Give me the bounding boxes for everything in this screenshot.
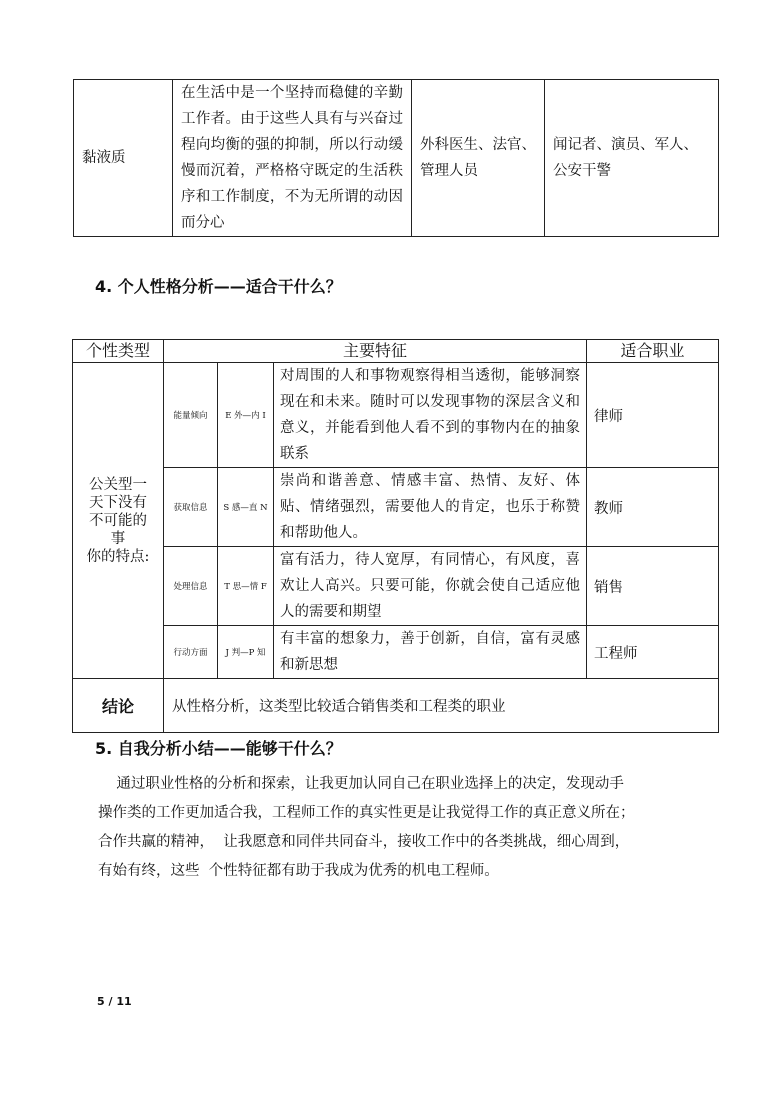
summary-line: 合作共赢的精神， 让我愿意和同伴共同奋斗，接收工作中的各类挑战，细心周到， — [98, 834, 630, 850]
dimension-code: J 判—P 知 — [218, 626, 274, 679]
dimension-label: 能量倾向 — [164, 363, 218, 468]
feature-text: 崇尚和谐善意、情感丰富、热情、友好、体贴、情绪强烈，需要他人的肯定，也乐于称赞和帮助他人。 — [274, 468, 587, 547]
unsuitable-jobs: 闻记者、演员、军人、公安干警 — [545, 80, 719, 237]
summary-line: 通过职业性格的分析和探索，让我更加认同自己在职业选择上的决定，发现动手 — [98, 776, 624, 792]
feature-text: 富有活力，待人宽厚，有同情心，有风度，喜欢让人高兴。只要可能，你就会使自己适应他人的需要和期望 — [274, 547, 587, 626]
section4-heading: 4. 个人性格分析——适合干什么？ — [95, 277, 342, 296]
type-line: 事 — [110, 530, 126, 547]
suitable-jobs: 外科医生、法官、管理人员 — [412, 80, 545, 237]
job-text: 律师 — [587, 363, 719, 468]
table-row — [73, 468, 719, 547]
personality-table — [72, 339, 719, 733]
type-line: 不可能的 — [89, 512, 147, 529]
dimension-code: S 感—直 N — [218, 468, 274, 547]
table-row — [73, 547, 719, 626]
conclusion-label: 结论 — [73, 679, 164, 733]
table-row — [73, 626, 719, 679]
temperament-type: 黏液质 — [74, 80, 173, 237]
header-features: 主要特征 — [164, 340, 587, 363]
table-row — [74, 80, 719, 237]
page-number: 5 / 11 — [97, 995, 132, 1008]
dimension-label: 处理信息 — [164, 547, 218, 626]
feature-text: 对周围的人和事物观察得相当透彻，能够洞察现在和未来。随时可以发现事物的深层含义和意义，并能看到他人看不到的事物内在的抽象联系 — [274, 363, 587, 468]
conclusion-text: 从性格分析，这类型比较适合销售类和工程类的职业 — [164, 679, 719, 733]
job-text: 教师 — [587, 468, 719, 547]
header-jobs: 适合职业 — [587, 340, 719, 363]
section5-heading: 5. 自我分析小结——能够干什么？ — [95, 739, 342, 758]
summary-paragraph — [98, 770, 698, 886]
dimension-code: E 外—内 I — [218, 363, 274, 468]
temperament-table — [73, 79, 719, 237]
dimension-label: 行动方面 — [164, 626, 218, 679]
header-type: 个性类型 — [73, 340, 164, 363]
summary-line: 有始有终，这些 个性特征都有助于我成为优秀的机电工程师。 — [98, 863, 499, 879]
type-line: 天下没有 — [89, 494, 147, 511]
type-line: 你的特点: — [86, 548, 150, 565]
type-line: 公关型一 — [89, 476, 147, 493]
job-text: 销售 — [587, 547, 719, 626]
temperament-description: 在生活中是一个坚持而稳健的辛勤工作者。由于这些人具有与兴奋过程向均衡的强的抑制，所以行动缓慢而沉着，严格格守既定的生活秩序和工作制度，不为无所谓的动因而分心 — [173, 80, 412, 237]
dimension-label: 获取信息 — [164, 468, 218, 547]
job-text: 工程师 — [587, 626, 719, 679]
dimension-code: T 思—情 F — [218, 547, 274, 626]
personality-type — [73, 363, 164, 679]
feature-text: 有丰富的想象力，善于创新，自信，富有灵感和新思想 — [274, 626, 587, 679]
table-row — [73, 363, 719, 468]
conclusion-row — [73, 679, 719, 733]
summary-line: 操作类的工作更加适合我，工程师工作的真实性更是让我觉得工作的真正意义所在； — [98, 805, 635, 821]
table-header-row — [73, 340, 719, 363]
